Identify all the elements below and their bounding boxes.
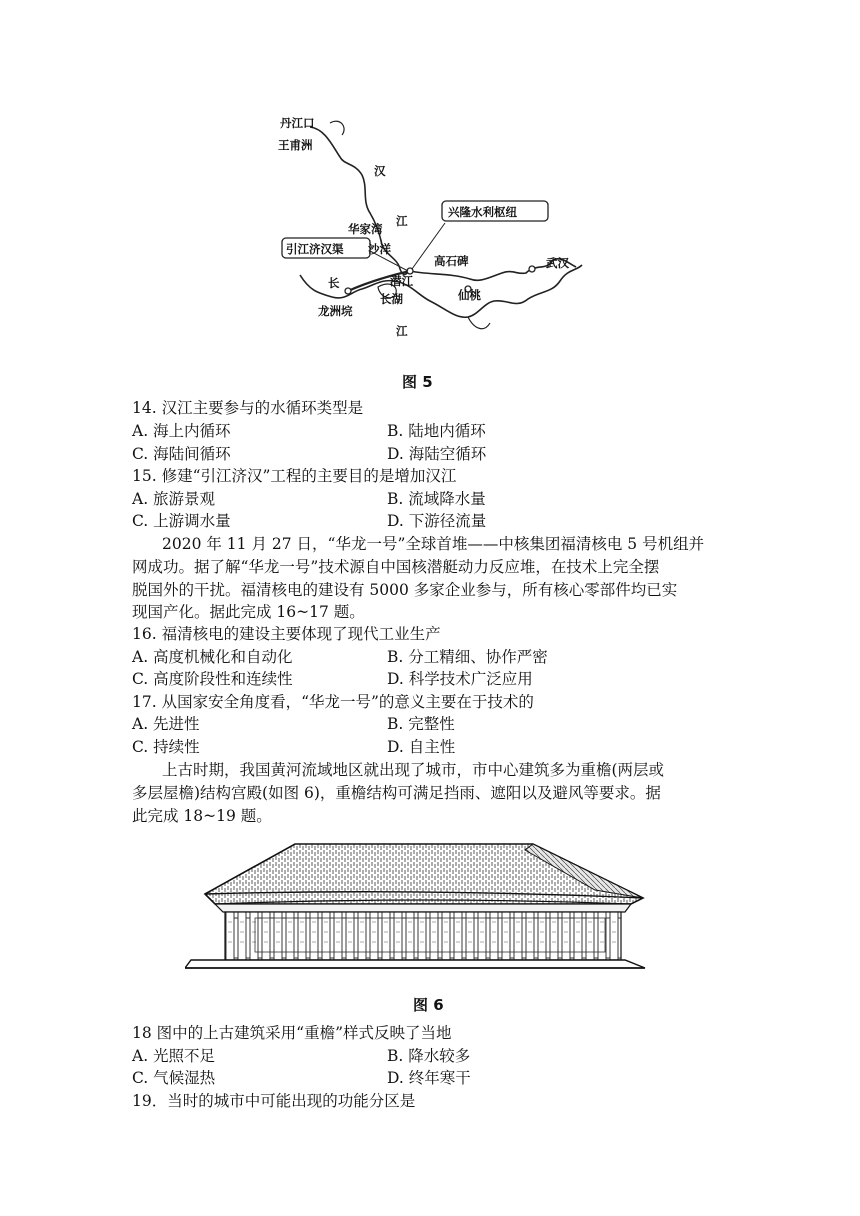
label-longzhouyuan: 龙洲垸	[318, 304, 353, 318]
question-18-option-d: D. 终年寒干	[387, 1069, 471, 1087]
question-18-option-a: A. 光照不足	[132, 1047, 216, 1065]
question-18-option-b: B. 降水较多	[387, 1047, 471, 1065]
question-14-option-a: A. 海上内循环	[132, 422, 231, 440]
label-huajiawan: 华家湾	[348, 222, 383, 236]
figure-5-map	[270, 105, 590, 345]
label-xinglong: 兴隆水利枢纽	[448, 205, 517, 219]
question-14-option-b: B. 陆地内循环	[387, 422, 486, 440]
label-gaoshibei: 高石碑	[434, 254, 469, 268]
passage-1-line-2: 网成功。据了解“华龙一号”技术源自中国核潜艇动力反应堆，在技术上完全摆	[132, 558, 660, 576]
label-jiang2: 江	[396, 324, 408, 338]
passage-2-line-1: 上古时期，我国黄河流域地区就出现了城市，市中心建筑多为重檐(两层或	[162, 761, 665, 779]
question-18-option-c: C. 气候湿热	[132, 1069, 216, 1087]
label-jiang1: 江	[396, 214, 408, 228]
passage-1-line-1: 2020 年 11 月 27 日，“华龙一号”全球首堆——中核集团福清核电 5 号机组并	[162, 535, 705, 553]
question-15-option-a: A. 旅游景观	[132, 490, 216, 508]
label-danjiangkou: 丹江口	[280, 116, 315, 130]
question-16-option-d: D. 科学技术广泛应用	[387, 670, 533, 688]
figure-5-caption: 图 5	[402, 373, 433, 391]
label-xiantao: 仙桃	[458, 288, 481, 302]
label-han: 汉	[374, 164, 386, 178]
question-14-option-c: C. 海陆间循环	[132, 445, 231, 463]
question-17-option-d: D. 自主性	[387, 738, 456, 756]
passage-2-line-2: 多层屋檐)结构宫殿(如图 6)，重檐结构可满足挡雨、遮阳以及避风等要求。据	[132, 784, 661, 802]
question-15-stem: 15. 修建“引江济汉”工程的主要目的是增加汉江	[132, 467, 457, 485]
question-17-option-a: A. 先进性	[132, 715, 200, 733]
question-16-option-c: C. 高度阶段性和连续性	[132, 670, 293, 688]
question-17-stem: 17. 从国家安全角度看，“华龙一号”的意义主要在于技术的	[132, 693, 534, 711]
passage-2-line-3: 此完成 18~19 题。	[132, 807, 272, 825]
label-wangfuzhou: 王甫洲	[278, 138, 313, 152]
figure-6-palace-illustration	[185, 838, 665, 976]
question-14-option-d: D. 海陆空循环	[387, 445, 487, 463]
passage-1-line-3: 脱国外的干扰。福清核电的建设有 5000 多家企业参与，所有核心零部件均已实	[132, 581, 678, 599]
question-15-option-c: C. 上游调水量	[132, 512, 231, 530]
question-19-stem: 19．当时的城市中可能出现的功能分区是	[132, 1092, 416, 1110]
figure-6-caption: 图 6	[413, 996, 444, 1014]
label-changhu: 长湖	[380, 292, 403, 306]
passage-1-line-4: 现国产化。据此完成 16~17 题。	[132, 603, 365, 621]
question-15-option-b: B. 流域降水量	[387, 490, 486, 508]
label-yinjiang: 引江济汉渠	[286, 242, 344, 256]
label-wuhan: 武汉	[546, 256, 569, 270]
label-qianjiang: 潜江	[390, 274, 413, 288]
question-17-option-c: C. 持续性	[132, 738, 200, 756]
question-18-stem: 18 图中的上古建筑采用“重檐”样式反映了当地	[132, 1024, 452, 1042]
question-16-option-b: B. 分工精细、协作严密	[387, 648, 548, 666]
label-chang: 长	[328, 276, 340, 290]
question-17-option-b: B. 完整性	[387, 715, 455, 733]
question-14-stem: 14. 汉江主要参与的水循环类型是	[132, 399, 364, 417]
question-15-option-d: D. 下游径流量	[387, 512, 487, 530]
question-16-stem: 16. 福清核电的建设主要体现了现代工业生产	[132, 625, 441, 643]
label-shayang: 沙洋	[368, 242, 391, 256]
question-16-option-a: A. 高度机械化和自动化	[132, 648, 293, 666]
